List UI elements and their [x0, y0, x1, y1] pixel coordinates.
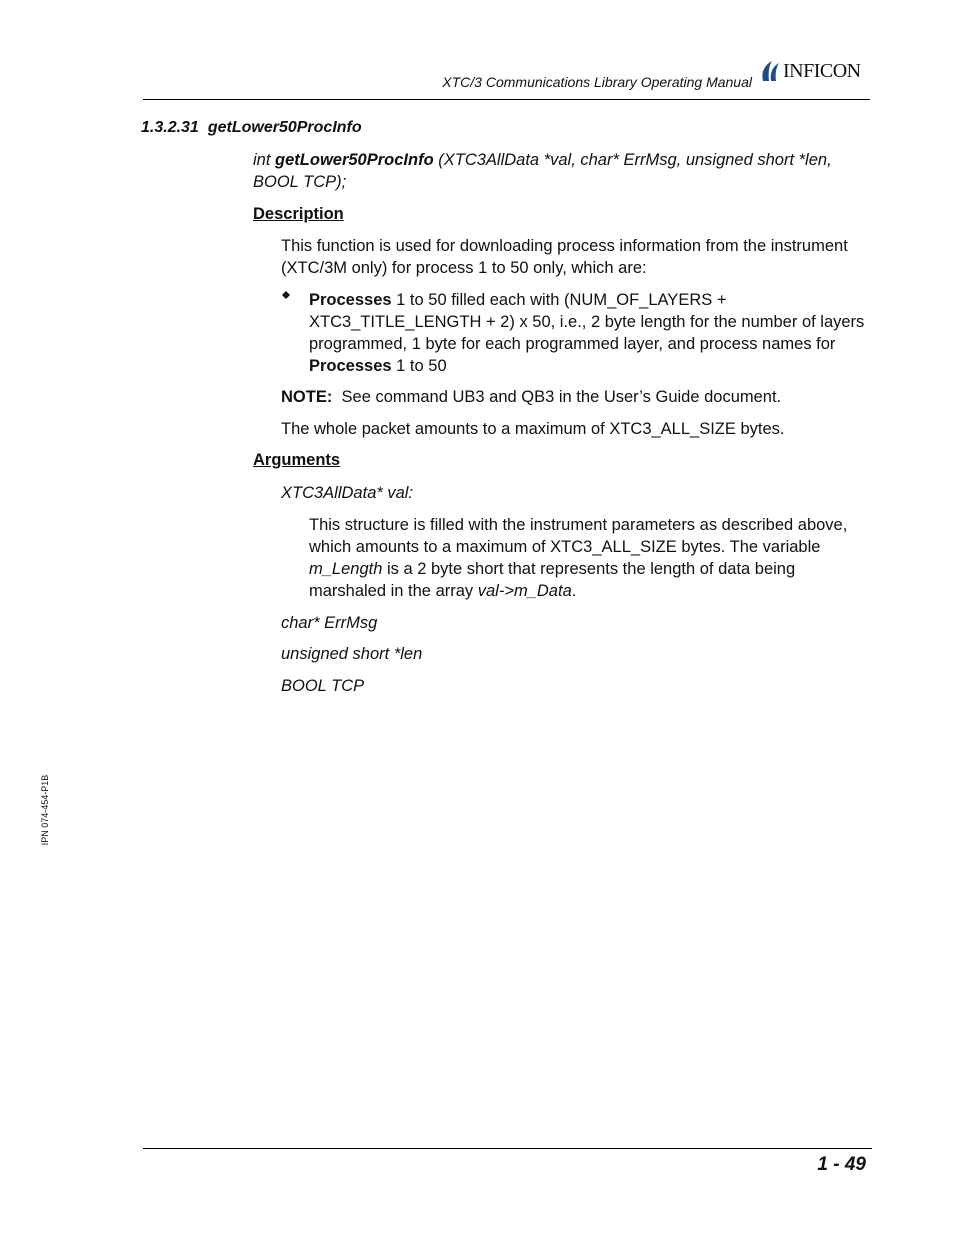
arg-tcp-name: BOOL TCP — [281, 677, 365, 695]
return-type: int — [253, 151, 271, 169]
arg-val-desc-2: is a 2 byte short that represents the length of data being marshaled in the array — [309, 560, 796, 600]
packet-size-text: The whole packet amounts to a maximum of XTC3_ALL_SIZE bytes. — [281, 420, 785, 438]
arg-val-desc-3: . — [571, 582, 577, 600]
function-name: getLower50ProcInfo — [275, 151, 434, 169]
description-intro: This function is used for downloading process information from the instrument (XTC/3M only) for process 1 to 50 only, which are: — [281, 237, 848, 277]
arg-errmsg-name: char* ErrMsg — [281, 614, 378, 632]
bullet-text-2: 1 to 50 — [391, 357, 447, 375]
header-rule — [143, 99, 870, 100]
section-title: getLower50ProcInfo — [207, 119, 362, 136]
page-number: 1 - 49 — [817, 1154, 866, 1175]
function-params: (XTC3AllData *val, char* ErrMsg, unsigned short *len, BOOL TCP); — [253, 151, 832, 191]
bullet-processes — [309, 289, 873, 377]
arg-val-desc-1: This structure is filled with the instrument parameters as described above, which amounts to a maximum of XTC3_ALL_SIZE bytes. The variable — [309, 516, 848, 556]
arg-val-description — [309, 514, 873, 602]
note — [281, 386, 873, 408]
arg-val-name: XTC3AllData* val: — [281, 484, 414, 502]
inficon-logo-mark-icon — [760, 59, 782, 83]
bullet-lead-bold: Processes — [309, 291, 392, 309]
description-heading: Description — [253, 205, 344, 223]
logo-wordmark: INFICON — [783, 59, 861, 82]
bullet-text-1: 1 to 50 filled each with (NUM_OF_LAYERS + XTC3_TITLE_LENGTH + 2) x 50, i.e., 2 byte length for the number of layers programmed, 1 byte for each programmed layer, and process names for — [309, 291, 865, 353]
arg-len-name: unsigned short *len — [281, 645, 423, 663]
note-label: NOTE: — [281, 388, 333, 406]
footer-rule — [143, 1148, 872, 1149]
arguments-heading: Arguments — [253, 451, 341, 469]
document-ipn: IPN 074-454-P1B — [40, 774, 50, 846]
arg-val-desc-em-2: val->m_Data — [477, 582, 572, 600]
note-text: See command UB3 and QB3 in the User’s Guide document. — [341, 388, 782, 406]
arg-val-desc-em-1: m_Length — [309, 560, 383, 578]
section-number: 1.3.2.31 — [141, 119, 199, 136]
section-heading — [141, 119, 362, 137]
bullet-tail-bold: Processes — [309, 357, 392, 375]
manual-title: XTC/3 Communications Library Operating Manual — [442, 74, 752, 90]
diamond-bullet-icon — [282, 291, 290, 299]
function-prototype — [253, 149, 873, 193]
inficon-logo — [760, 59, 861, 83]
